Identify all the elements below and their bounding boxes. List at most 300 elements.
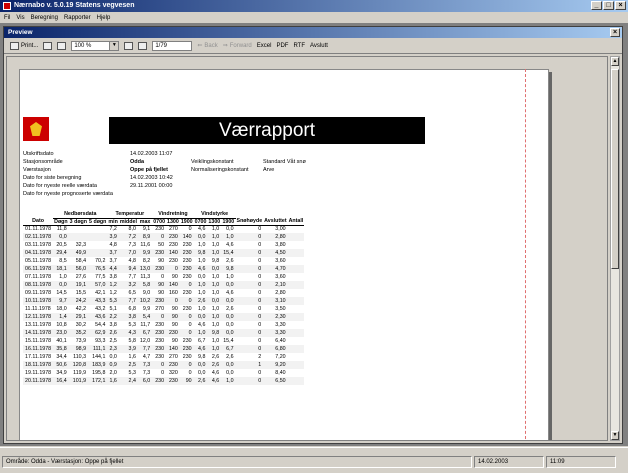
table-cell: 0 (236, 377, 264, 385)
close-button[interactable]: × (615, 1, 626, 10)
menu-beregning[interactable]: Beregning (30, 14, 58, 21)
table-cell: 2,4 (119, 377, 138, 385)
table-cell: 3,80 (275, 242, 286, 248)
table-cell: 0 (258, 274, 262, 280)
table-row (23, 225, 304, 233)
column-header: Avsluttet (264, 218, 287, 225)
table-cell: 9,20 (263, 361, 287, 369)
table-cell: 11,6 (140, 242, 151, 248)
table-cell: 9,7 (53, 297, 69, 305)
table-cell: 0 (152, 313, 166, 321)
report-title: Værrapport (109, 117, 425, 144)
back-button[interactable] (197, 42, 217, 49)
table-cell: 230 (168, 242, 178, 248)
table-cell: 0,0 (226, 370, 234, 376)
row-date: 18.11.1978 (25, 362, 52, 368)
table-cell: 172,1 (88, 377, 107, 385)
group-wdir: Vindretning (152, 211, 193, 218)
table-cell: 110,3 (73, 354, 87, 360)
table-cell: 7,7 (128, 274, 136, 280)
column-header: Snøhøyde (236, 218, 263, 225)
table-cell: 1,0 (198, 290, 206, 296)
info-value: Oppe på fjellet (130, 167, 168, 173)
table-cell: 2,6 (226, 258, 234, 264)
table-cell (88, 233, 107, 241)
table-cell: 54,4 (95, 322, 106, 328)
table-cell (288, 289, 305, 297)
table-cell: 9,4 (119, 265, 138, 273)
table-cell: 0,0 (221, 281, 235, 289)
table-cell: 0 (152, 233, 166, 241)
table-cell: 1,0 (207, 249, 221, 257)
exit-button[interactable]: Avslutt (310, 42, 328, 49)
table-cell: 230 (152, 297, 166, 305)
table-cell: 0,9 (107, 361, 118, 369)
table-cell: 2 (258, 354, 262, 360)
table-cell: 0,0 (226, 226, 234, 233)
table-cell: 6,0 (138, 377, 152, 385)
table-cell: 230 (155, 338, 165, 344)
menu-vis[interactable]: Vis (16, 14, 25, 21)
table-cell: 0,0 (53, 233, 69, 241)
row-date: 06.11.1978 (25, 266, 52, 272)
table-cell (288, 225, 305, 233)
table-cell: 90 (152, 281, 166, 289)
info-label: Utskriftsdato (23, 151, 54, 157)
table-cell: 7,7 (138, 345, 152, 353)
table-cell: 90 (171, 322, 178, 328)
table-cell: 5,3 (107, 297, 118, 305)
table-cell: 3,8 (109, 322, 117, 328)
table-cell: 144,1 (92, 354, 106, 360)
table-cell: 270 (155, 306, 165, 312)
forward-button[interactable] (223, 42, 252, 49)
table-row (23, 233, 304, 241)
status-location: Område: Odda - Værstasjon: Oppe på fjellet (2, 456, 472, 468)
printer-icon (10, 42, 19, 50)
info-row (23, 159, 523, 167)
table-cell: 62,9 (88, 329, 107, 337)
row-date: 10.11.1978 (25, 298, 52, 304)
table-cell: 6,40 (275, 338, 286, 344)
table-cell: 5,4 (138, 313, 152, 321)
table-row (23, 377, 304, 385)
table-cell: 90 (158, 258, 165, 264)
table-cell: 320 (168, 370, 178, 376)
table-cell: 1,0 (207, 345, 221, 353)
table-cell: 230 (152, 377, 166, 385)
table-row (23, 353, 304, 361)
table-cell (288, 345, 305, 353)
table-cell: 11,7 (140, 322, 151, 328)
zoom-out-icon (43, 42, 52, 50)
table-cell: 10,8 (56, 322, 67, 328)
table-cell: 230 (180, 249, 194, 257)
table-cell: 0 (152, 361, 166, 369)
table-cell: 35,2 (69, 329, 88, 337)
table-cell: 2,30 (263, 313, 287, 321)
info-row (23, 191, 523, 199)
table-cell: 0 (188, 322, 192, 328)
table-cell: 0 (236, 297, 264, 305)
column-header: 1900 (222, 218, 235, 225)
pdf-button[interactable]: PDF (276, 42, 289, 49)
table-cell: 230 (182, 258, 192, 264)
table-cell: 0,0 (221, 361, 235, 369)
table-cell: 7,3 (128, 242, 136, 248)
table-cell: 5,1 (109, 306, 117, 312)
blank-header (236, 211, 305, 218)
table-cell: 2,6 (207, 361, 221, 369)
table-cell: 4,6 (194, 265, 208, 273)
table-cell: 7,20 (275, 354, 286, 360)
table-cell: 1,6 (107, 377, 118, 385)
table-cell: 0 (258, 338, 262, 344)
table-cell: 1,0 (211, 306, 220, 312)
info-value: 29.11.2001 00:00 (130, 183, 173, 189)
table-cell: 1,0 (194, 281, 208, 289)
table-cell: 230 (166, 233, 180, 241)
table-cell: 0 (258, 370, 262, 376)
table-cell: 0,0 (221, 297, 235, 305)
table-cell: 0,0 (194, 361, 208, 369)
table-cell: 0 (236, 281, 264, 289)
prev-page-button[interactable] (138, 42, 147, 50)
row-date: 16.11.1978 (25, 346, 52, 352)
first-page-icon (124, 42, 133, 50)
forward-label: Forward (229, 42, 252, 49)
table-cell: 4,6 (226, 290, 234, 296)
print-button[interactable] (10, 42, 38, 50)
table-row (23, 265, 304, 273)
vertical-scrollbar[interactable] (610, 56, 620, 441)
table-cell (288, 297, 305, 305)
table-cell: 230 (155, 354, 165, 360)
info-value-2: Arve (263, 167, 275, 173)
table-cell: 1,0 (211, 290, 220, 296)
crest-icon (30, 122, 42, 136)
row-date: 15.11.1978 (25, 338, 52, 344)
table-cell: 5,8 (138, 281, 152, 289)
group-precip: Nedbørsdata (53, 211, 107, 218)
table-cell: 0 (236, 345, 264, 353)
table-cell: 230 (180, 345, 194, 353)
table-cell: 73,9 (75, 338, 87, 344)
info-row (23, 175, 523, 183)
table-row (23, 345, 304, 353)
scroll-down-icon[interactable]: ▼ (612, 432, 618, 438)
table-cell: 6,7 (221, 345, 235, 353)
table-cell: 1,0 (221, 377, 235, 385)
zoom-in-button[interactable] (57, 42, 66, 50)
row-date: 17.11.1978 (25, 354, 52, 360)
table-row (23, 281, 304, 289)
table-cell: 0 (161, 370, 165, 376)
info-row (23, 167, 523, 175)
table-cell: 0,0 (53, 281, 69, 289)
menu-rapporter[interactable]: Rapporter (63, 14, 91, 21)
table-cell (288, 369, 305, 377)
table-cell: 3,10 (263, 297, 287, 305)
table-cell: 1,0 (211, 274, 220, 280)
table-cell: 1,0 (226, 274, 234, 280)
table-cell: 40,1 (56, 338, 67, 344)
table-cell: 0 (258, 242, 262, 248)
table-cell: 30,2 (75, 322, 87, 328)
table-cell: 3,2 (119, 281, 138, 289)
table-cell: 50,6 (53, 361, 69, 369)
table-cell: 93,3 (95, 338, 106, 344)
table-row (23, 273, 304, 281)
table-cell: 13,0 (139, 266, 151, 272)
table-cell: 119,9 (73, 370, 87, 376)
info-label: Stasjonsområde (23, 159, 63, 165)
table-cell: 7,2 (119, 233, 138, 241)
table-cell: 0 (258, 226, 262, 233)
table-cell: 0 (161, 274, 165, 280)
zoom-select[interactable] (71, 41, 119, 51)
info-label: Dato for nyeste reelle værdata (23, 183, 97, 189)
back-arrow-icon: ⇐ (197, 43, 203, 49)
info-label-2: Normaliseringskonstant (191, 167, 249, 173)
table-cell: 1,0 (211, 322, 220, 328)
column-header: middel (119, 218, 137, 225)
title-bar (0, 0, 628, 12)
table-row (23, 369, 304, 377)
table-cell: 0 (180, 361, 194, 369)
table-cell (88, 241, 107, 249)
table-cell: 27,6 (75, 274, 87, 280)
scroll-up-icon[interactable]: ▲ (612, 58, 618, 64)
rtf-button[interactable]: RTF (293, 42, 305, 49)
excel-button[interactable]: Excel (256, 42, 272, 49)
row-date: 09.11.1978 (25, 290, 52, 296)
table-cell: 120,8 (69, 361, 88, 369)
maximize-button[interactable]: □ (603, 1, 614, 10)
column-header: 1300 (208, 218, 221, 225)
table-cell: 230 (182, 338, 192, 344)
table-cell: 4,7 (142, 354, 151, 360)
table-cell: 0,0 (207, 265, 221, 273)
table-cell: 230 (182, 354, 192, 360)
table-cell: 9,8 (198, 354, 206, 360)
table-cell: 4,4 (107, 265, 118, 273)
table-cell: 230 (182, 242, 192, 248)
minimize-button[interactable]: _ (591, 1, 602, 10)
table-cell: 90 (180, 377, 194, 385)
column-header: 5 døgn (89, 218, 107, 225)
status-date: 14.02.2003 (474, 456, 544, 468)
table-cell: 2,10 (263, 281, 287, 289)
column-header: 3 døgn (69, 218, 88, 225)
table-cell (288, 273, 305, 281)
row-date: 04.11.1978 (25, 250, 52, 256)
table-cell: 1,0 (198, 306, 206, 312)
zoom-out-button[interactable] (43, 42, 52, 50)
table-cell: 160 (168, 290, 178, 296)
table-cell: 0,0 (194, 313, 208, 321)
table-cell: 42,2 (75, 306, 87, 312)
page-number-field[interactable]: 1/79 (152, 41, 192, 51)
table-cell: 3,7 (107, 249, 118, 257)
column-header: Døgn (54, 218, 68, 225)
table-cell: 56,0 (69, 265, 88, 273)
column-header: Dato (23, 218, 53, 225)
table-cell: 2,6 (226, 354, 234, 360)
table-cell: 12,0 (139, 338, 151, 344)
table-cell: 3,00 (275, 226, 286, 233)
preview-viewport[interactable] (6, 56, 608, 441)
table-cell: 11,8 (56, 226, 67, 233)
row-date: 01.11.1978 (25, 226, 52, 233)
table-cell: 76,5 (88, 265, 107, 273)
table-cell: 230 (155, 226, 165, 233)
blank-header (23, 211, 53, 218)
table-cell: 2,6 (107, 329, 118, 337)
row-date: 20.11.1978 (25, 378, 52, 384)
column-header: 0700 (153, 218, 166, 225)
table-cell: 0 (236, 249, 264, 257)
info-row (23, 151, 523, 159)
table-cell: 140 (180, 233, 194, 241)
table-cell: 230 (166, 361, 180, 369)
info-label: Dato for nyeste prognoserte værdata (23, 191, 113, 197)
column-header: min (108, 218, 118, 225)
table-cell: 20,5 (56, 242, 67, 248)
table-cell: 9,8 (194, 249, 208, 257)
table-cell: 50 (158, 242, 165, 248)
info-label: Dato for siste beregning (23, 175, 82, 181)
table-cell (288, 337, 305, 345)
table-row (23, 257, 304, 265)
table-cell: 5,3 (128, 322, 136, 328)
app-icon (3, 2, 11, 10)
status-time: 11:09 (546, 456, 616, 468)
table-cell: 16,4 (53, 377, 69, 385)
row-date: 19.11.1978 (25, 370, 52, 376)
table-cell: 195,8 (92, 370, 106, 376)
row-date: 02.11.1978 (25, 234, 52, 240)
table-row (23, 313, 304, 321)
page-margin-guide (525, 69, 526, 441)
table-cell: 230 (152, 249, 166, 257)
table-cell (288, 377, 305, 385)
table-cell: 7,7 (119, 297, 138, 305)
row-date: 14.11.1978 (25, 330, 52, 336)
row-date: 13.11.1978 (25, 322, 52, 328)
table-cell: 230 (166, 377, 180, 385)
menu-bar (0, 12, 628, 23)
table-cell: 0 (258, 290, 262, 296)
table-cell: 3,50 (275, 306, 286, 312)
table-cell: 0,0 (198, 370, 206, 376)
table-cell: 11,3 (140, 274, 151, 280)
table-cell: 6,7 (138, 329, 152, 337)
table-cell: 3,8 (119, 313, 138, 321)
table-cell: 7,2 (109, 226, 117, 233)
table-cell: 4,8 (109, 242, 117, 248)
column-header: 1900 (180, 218, 193, 225)
table-cell: 0 (166, 297, 180, 305)
table-cell: 9,8 (207, 329, 221, 337)
table-cell: 5,3 (128, 370, 136, 376)
preview-close-button[interactable]: × (610, 28, 620, 37)
table-cell (69, 225, 88, 233)
table-cell: 0,0 (198, 274, 206, 280)
table-cell: 2,80 (275, 290, 286, 296)
table-cell (288, 353, 305, 361)
table-cell: 2,5 (119, 361, 138, 369)
table-cell: 230 (168, 258, 178, 264)
info-label-2: Veiklingskonstant (191, 159, 234, 165)
table-cell (69, 233, 88, 241)
table-row (23, 305, 304, 313)
table-cell: 18,1 (53, 265, 69, 273)
table-cell: 230 (182, 274, 192, 280)
table-cell: 1,6 (128, 354, 136, 360)
table-cell: 1,2 (107, 281, 118, 289)
column-header: 1300 (167, 218, 179, 225)
table-cell: 23,0 (53, 329, 69, 337)
first-page-button[interactable] (124, 42, 133, 50)
menu-fil[interactable]: Fil (4, 14, 11, 21)
table-cell (288, 361, 305, 369)
table-cell: 34,9 (56, 370, 67, 376)
table-cell: 3,60 (275, 274, 286, 280)
table-cell: 6,5 (128, 290, 136, 296)
table-cell: 0 (236, 265, 264, 273)
table-cell: 0 (180, 281, 194, 289)
table-cell: 42,1 (95, 290, 106, 296)
table-cell: 8,2 (142, 258, 151, 264)
table-cell (88, 225, 107, 233)
table-cell: 6,50 (263, 377, 287, 385)
info-value: Odda (130, 159, 145, 165)
table-cell: 15,5 (75, 290, 87, 296)
table-cell: 0 (258, 322, 262, 328)
table-cell: 270 (168, 354, 178, 360)
table-cell: 3,30 (263, 329, 287, 337)
table-cell: 4,6 (198, 322, 206, 328)
table-cell: 230 (182, 306, 192, 312)
table-cell: 230 (182, 290, 192, 296)
table-cell: 1,0 (211, 242, 220, 248)
table-row (23, 329, 304, 337)
table-cell: 49,9 (69, 249, 88, 257)
table-cell (288, 233, 305, 241)
mdi-area (0, 23, 628, 446)
row-date: 08.11.1978 (25, 282, 52, 288)
row-date: 12.11.1978 (25, 314, 52, 320)
table-cell: 0 (236, 233, 264, 241)
scroll-thumb[interactable] (611, 69, 619, 269)
menu-hjelp[interactable]: Hjelp (96, 14, 111, 21)
table-cell: 9,8 (211, 258, 220, 264)
app-title: Nærnabo v. 5.0.19 Statens vegvesen (14, 2, 135, 9)
table-cell: 1,0 (207, 233, 221, 241)
table-cell: 4,6 (211, 370, 220, 376)
table-cell (288, 241, 305, 249)
table-cell: 77,5 (95, 274, 106, 280)
table-row (23, 241, 304, 249)
table-cell: 101,9 (69, 377, 88, 385)
table-cell: 3,9 (107, 233, 118, 241)
table-cell: 19,1 (69, 281, 88, 289)
table-cell: 2,80 (263, 233, 287, 241)
table-cell: 57,0 (88, 281, 107, 289)
table-cell: 1,0 (211, 338, 220, 344)
table-row (23, 249, 304, 257)
